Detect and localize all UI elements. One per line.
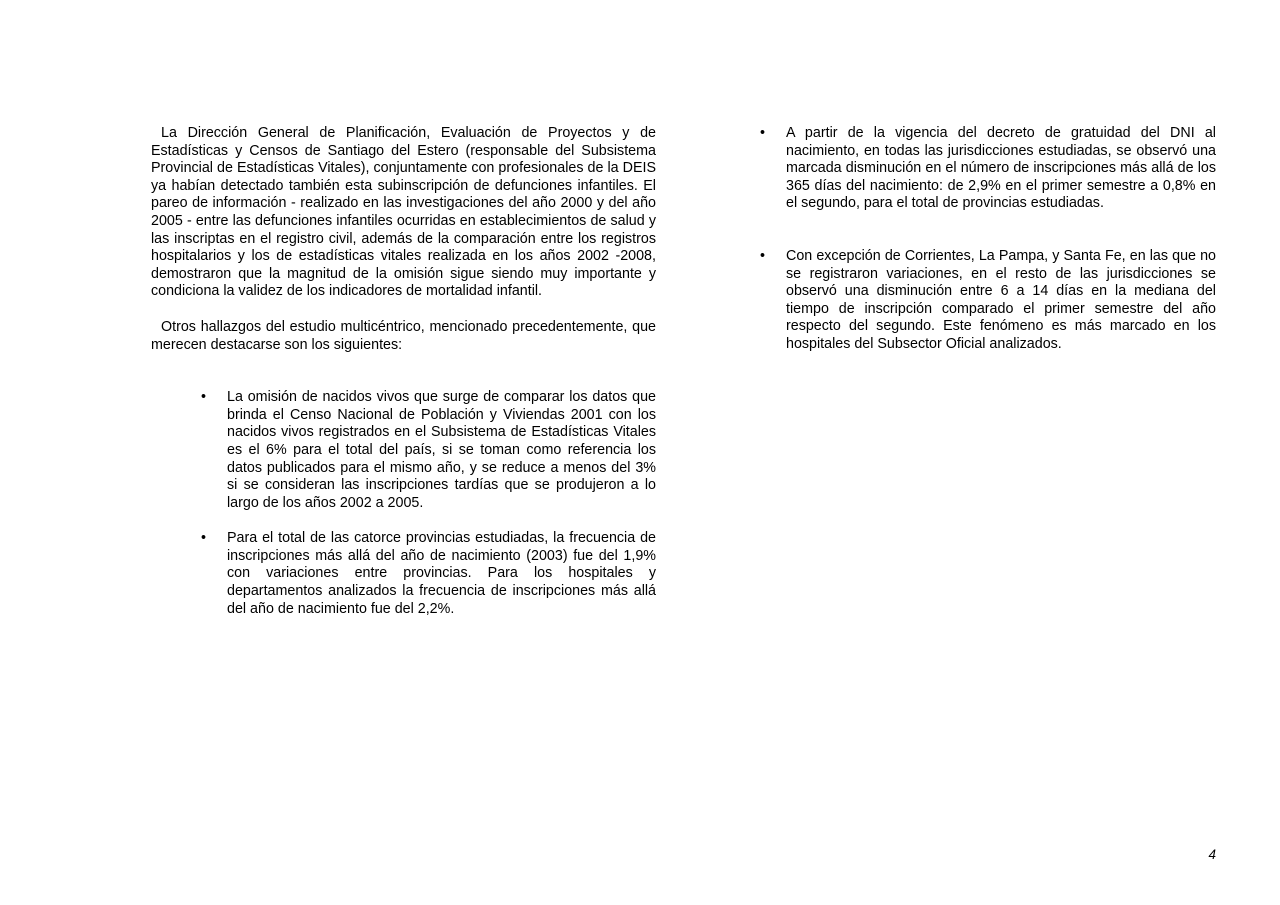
bullet-icon: • (760, 247, 766, 264)
right-column (760, 125, 1216, 354)
list-item-text: Con excepción de Corrientes, La Pampa, y Santa Fe, en las que no se registraron variaciones, en el resto de las jurisdicciones se observó una disminución entre 6 a 14 días en la mediana del tiempo de inscripción comparado el primer semestre del año respecto del segundo. Este fenómeno es más marcado en los hospitales del Subsector Oficial analizados. (786, 247, 1216, 352)
list-item (201, 389, 656, 512)
left-column (151, 125, 656, 618)
findings-intro-paragraph: Otros hallazgos del estudio multicéntrico, mencionado precedentemente, que merecen destacarse son los siguientes: (151, 318, 656, 353)
left-bullet-list (201, 389, 656, 618)
list-item-text: A partir de la vigencia del decreto de gratuidad del DNI al nacimiento, en todas las jurisdicciones estudiadas, se observó una marcada disminución en el número de inscripciones más allá de los 365 días del nacimiento: de 2,9% en el primer semestre a 0,8% en el segundo, para el total de provincias estudiadas. (786, 125, 1216, 212)
bullet-icon: • (201, 389, 207, 406)
intro-paragraph: La Dirección General de Planificación, Evaluación de Proyectos y de Estadísticas y Censos de Santiago del Estero (responsable del Subsistema Provincial de Estadísticas Vitales), conjuntamente con profesionales de la DEIS ya habían detectado también esta subinscripción de defunciones infantiles. El pareo de información - realizado en las investigaciones del año 2000 y del año 2005 - entre las defunciones infantiles ocurridas en establecimientos de salud y las inscriptas en el registro civil, además de la comparación entre los registros hospitalarios y los de estadísticas vitales realizada en los años 2002 -2008, demostraron que la magnitud de la omisión sigue siendo muy importante y condiciona la validez de los indicadores de mortalidad infantil. (151, 125, 656, 300)
right-bullet-list (760, 125, 1216, 354)
bullet-icon: • (201, 530, 207, 547)
bullet-icon: • (760, 125, 766, 141)
list-item-text: Para el total de las catorce provincias estudiadas, la frecuencia de inscripciones más allá del año de nacimiento (2003) fue del 1,9% con variaciones entre provincias. Para los hospitales y departamentos analizados la frecuencia de inscripciones más allá del año de nacimiento fue del 2,2%. (227, 530, 656, 617)
list-item (760, 125, 1216, 213)
list-item-text: La omisión de nacidos vivos que surge de comparar los datos que brinda el Censo Nacional de Población y Viviendas 2001 con los nacidos vivos registrados en el Subsistema de Estadísticas Vitales es el 6% para el total del país, si se toman como referencia los datos publicados para el mismo año, y se reduce a menos del 3% si se consideran las inscripciones tardías que se produjeron a lo largo de los años 2002 a 2005. (227, 389, 656, 511)
list-item (201, 530, 656, 618)
list-item (760, 247, 1216, 354)
page-number: 4 (1208, 847, 1216, 862)
